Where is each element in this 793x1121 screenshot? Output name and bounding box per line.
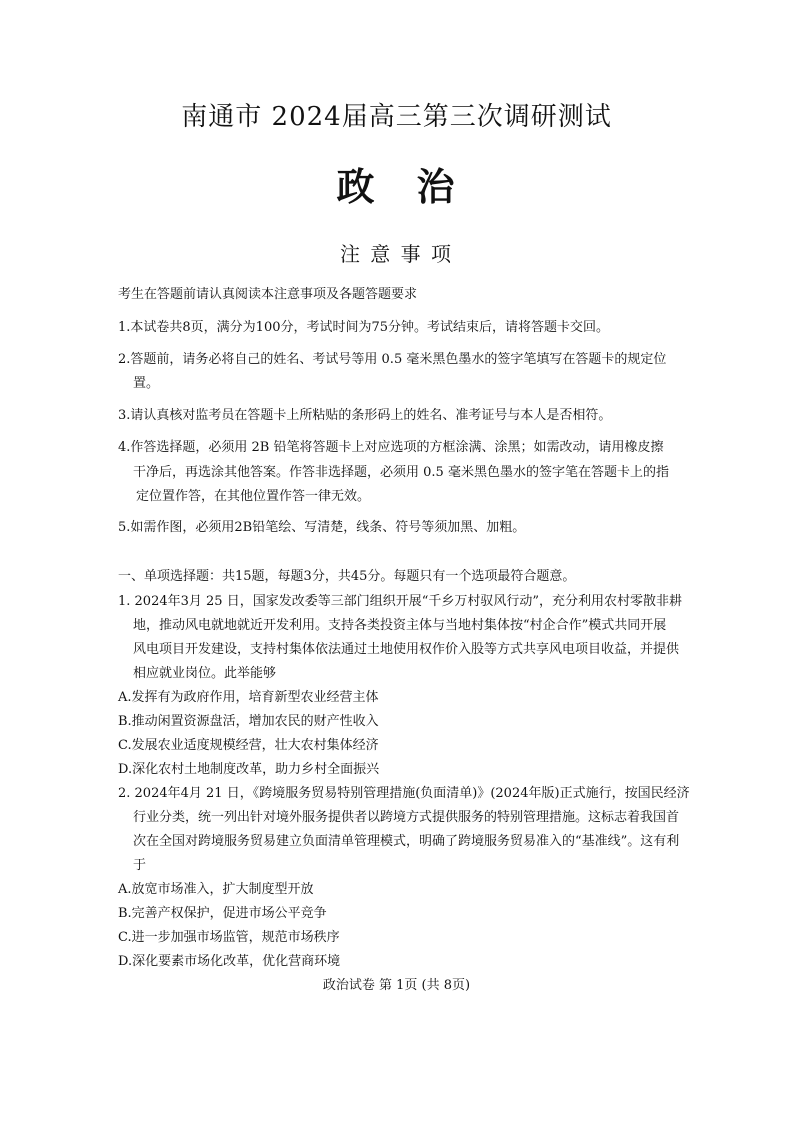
notice-intro: 考生在答题前请认真阅读本注意事项及各题答题要求 — [118, 287, 418, 302]
question-2-stem: 行业分类，统一列出针对境外服务提供者以跨境方式提供服务的特别管理措施。这标志着我国首 — [133, 810, 680, 825]
notice-item-4-cont: 定位置作答，在其他位置作答一律无效。 — [136, 489, 371, 504]
question-1-stem: 风电项目开发建设，支持村集体依法通过土地使用权作价入股等方式共享风电项目收益，并提供 — [133, 642, 680, 657]
question-2-option-b: B.完善产权保护，促进市场公平竞争 — [118, 906, 327, 921]
question-1-stem: 地，推动风电就地就近开发利用。支持各类投资主体与当地村集体按“村企合作”模式共同开展 — [133, 618, 667, 633]
question-2-stem: 于 — [133, 858, 147, 873]
question-1-option-a: A.发挥有为政府作用，培育新型农业经营主体 — [118, 690, 379, 705]
notice-heading: 注 意 事 项 — [339, 242, 454, 266]
question-1-option-c: C.发展农业适度规模经营，壮大农村集体经济 — [118, 738, 379, 753]
notice-item-2: 2.答题前，请务必将自己的姓名、考试号等用 0.5 毫米黑色墨水的签字笔填写在答题卡的规定位 — [118, 352, 667, 367]
question-1-stem: 相应就业岗位。此举能够 — [133, 666, 277, 681]
page-footer: 政治试卷 第 1页 (共 8页) — [322, 978, 471, 993]
question-2-option-a: A.放宽市场准入，扩大制度型开放 — [118, 882, 314, 897]
notice-item-1: 1.本试卷共8页，满分为100分，考试时间为75分钟。考试结束后，请将答题卡交回。 — [118, 320, 610, 335]
question-2-stem: 2. 2024年4月 21 日，《跨境服务贸易特别管理措施(负面清单)》(2024年版)正式施行，按国民经济 — [118, 786, 690, 801]
notice-item-5: 5.如需作图，必须用2B铅笔绘、写清楚，线条、符号等须加黑、加粗。 — [118, 520, 526, 535]
notice-item-2-cont: 置。 — [133, 376, 160, 391]
question-2-stem: 次在全国对跨境服务贸易建立负面清单管理模式，明确了跨境服务贸易准入的“基准线”。这有利 — [133, 834, 680, 849]
question-2-option-c: C.进一步加强市场监管，规范市场秩序 — [118, 930, 340, 945]
question-1-option-d: D.深化农村土地制度改革，助力乡村全面振兴 — [118, 762, 380, 777]
question-2-option-d: D.深化要素市场化改革，优化营商环境 — [118, 954, 341, 969]
exam-title: 南通市 2024届高三第三次调研测试 — [181, 102, 612, 132]
notice-item-3: 3.请认真核对监考员在答题卡上所粘贴的条形码上的姓名、准考证号与本人是否相符。 — [118, 408, 612, 423]
notice-item-4: 4.作答选择题，必须用 2B 铅笔将答题卡上对应选项的方框涂满、涂黑；如需改动，请用橡皮擦 — [118, 440, 664, 455]
question-1-option-b: B.推动闲置资源盘活，增加农民的财产性收入 — [118, 714, 379, 729]
subject-title: 政 治 — [336, 164, 457, 209]
question-1-stem: 1. 2024年3月 25 日，国家发改委等三部门组织开展“千乡万村驭风行动”，充分利用农村零散非耕 — [118, 594, 682, 609]
notice-item-4-cont: 干净后，再选涂其他答案。作答非选择题，必须用 0.5 毫米黑色墨水的签字笔在答题卡上的指 — [133, 465, 669, 480]
section-heading: 一、单项选择题：共15题，每题3分，共45分。每题只有一个选项最符合题意。 — [118, 569, 576, 584]
